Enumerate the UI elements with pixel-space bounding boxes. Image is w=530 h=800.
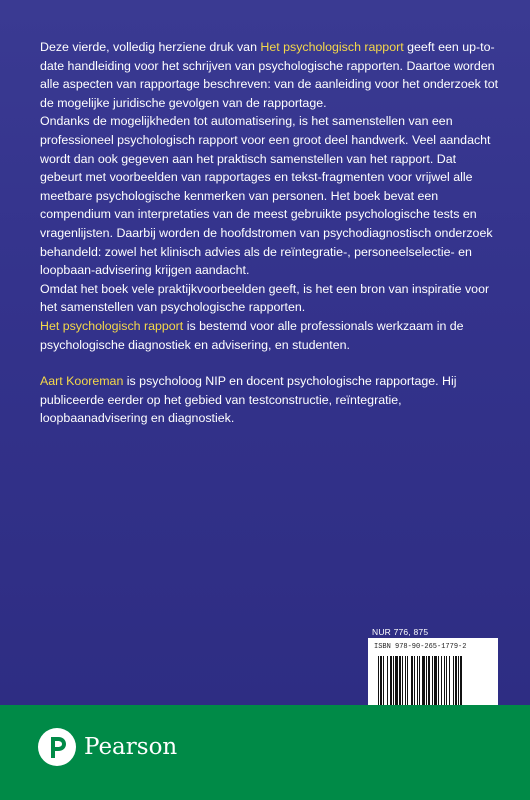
book-title-highlight: Het psychologisch rapport [260,40,404,54]
blurb-paragraph-3: Omdat het boek vele praktijkvoorbeelden geeft, is het een bron van inspiratie voor het samenstellen van psychologische rapporten. [40,281,490,315]
pearson-logo-icon [38,728,76,766]
blurb-text [40,38,500,428]
book-title-highlight: Het psychologisch rapport [40,318,184,333]
blurb-paragraph-2: Ondanks de mogelijkheden tot automatisering, is het samenstellen van een professioneel psychologisch rapport voor een groot deel handwerk. Veel aandacht wordt dan ook gegeven aan het praktisch samenstellen van het rapport. Dat gebeurt met voorbeelden van rapportages en tekst-fragmenten voor vrijwel alle meetbare psychologische kenmerken van personen. Het boek bevat een compendium van interpretaties van de meest gebruikte psychologische tests en vragenlijsten. Daarbij worden de hoofdstromen van psychodiagnostisch onderzoek behandeld: zowel het klinisch advies als de reïntegratie-, personeelselectie- en loopbaan-advisering krijgen aandacht. [40,114,493,278]
publisher-name: Pearson [84,734,178,760]
nur-code: NUR 776, 875 [372,627,429,637]
isbn-label: ISBN 978-90-265-1779-2 [374,643,467,651]
blurb-paragraph-1: Deze vierde, volledig herziene druk van Het psychologisch rapport geeft een up-to-date handleiding voor het schrijven van psychologische rapporten. Daartoe worden alle aspecten van rapportage beschreven: van de aanleiding voor het onderzoek tot de mogelijke juridische gevolgen van de rapportage. [40,40,499,110]
author-name: Aart Kooreman [40,374,124,389]
author-bio: Aart Kooreman is psycholoog NIP en docent psychologische rapportage. Hij publiceerde eerder op het gebied van testconstructie, reïntegratie, loopbaanadvisering en diagnostiek. [40,374,457,426]
publisher-logo [38,728,177,766]
blurb-paragraph-4: Het psychologisch rapport is bestemd voor alle professionals werkzaam in de psychologische diagnostiek en advisering, en studenten. [40,318,464,352]
